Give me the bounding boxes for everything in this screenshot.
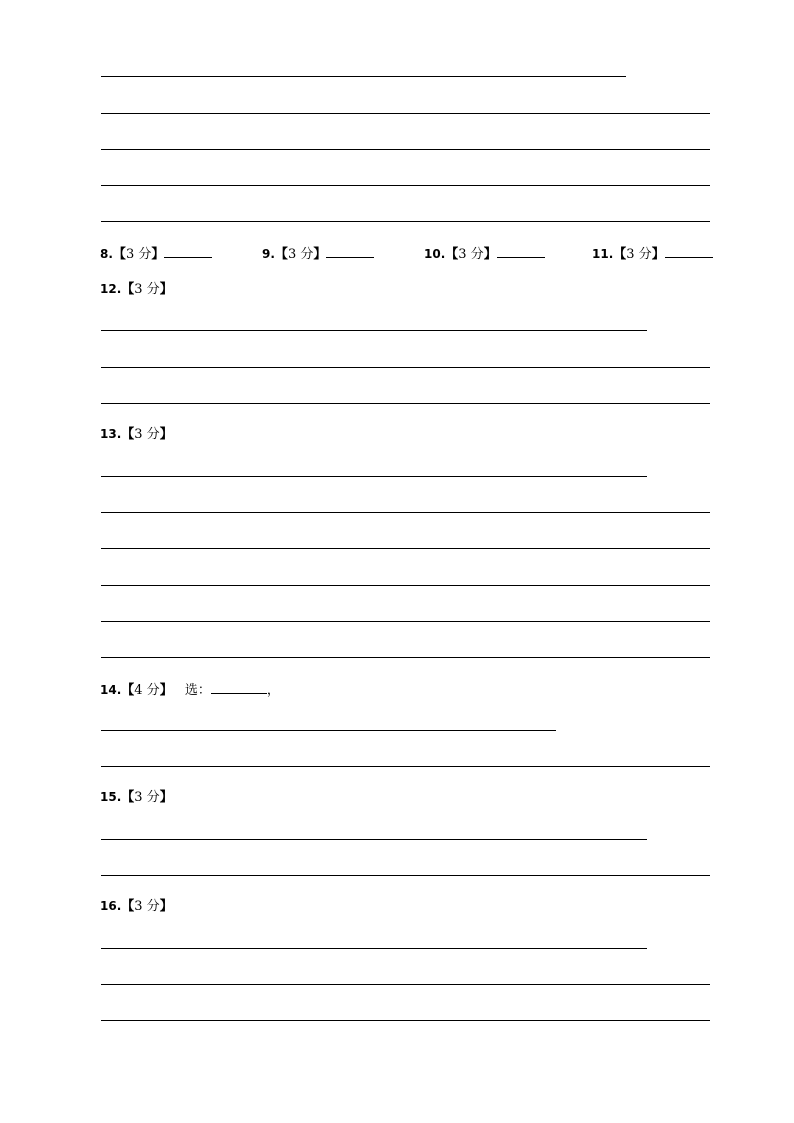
answer-line[interactable]: [101, 512, 710, 513]
answer-line[interactable]: [101, 875, 710, 876]
score-label: 3 分: [125, 247, 152, 262]
answer-line[interactable]: [101, 149, 710, 150]
answer-line[interactable]: [101, 113, 710, 114]
answer-line[interactable]: [101, 221, 710, 222]
question-13: [100, 426, 173, 443]
question-10: [424, 245, 545, 263]
score-bracket-close: 】: [159, 899, 173, 914]
answer-line[interactable]: [101, 585, 710, 586]
question-number: 9.: [262, 247, 275, 261]
score-bracket-close: 】: [651, 247, 665, 262]
score-bracket-open: 【: [121, 899, 135, 914]
question-16: [100, 898, 173, 915]
score-bracket-close: 】: [483, 247, 497, 262]
question-9: [262, 245, 374, 263]
question-number: 8.: [100, 247, 113, 261]
question-number: 14.: [100, 683, 122, 697]
score-label: 3 分: [134, 282, 160, 297]
score-label: 3 分: [287, 247, 314, 262]
score-bracket-close: 】: [151, 247, 165, 262]
score-bracket-open: 【: [112, 247, 126, 262]
question-15: [100, 789, 173, 806]
choose-label: 选：: [184, 683, 211, 698]
question-12: [100, 281, 173, 298]
answer-blank[interactable]: [665, 245, 713, 258]
answer-line[interactable]: [101, 330, 647, 331]
score-label: 3 分: [458, 247, 484, 262]
question-number: 12.: [100, 282, 122, 296]
score-bracket-open: 【: [121, 282, 135, 297]
answer-blank[interactable]: [164, 245, 212, 258]
answer-line[interactable]: [101, 766, 710, 767]
answer-line[interactable]: [101, 403, 710, 404]
score-bracket-close: 】: [159, 427, 173, 442]
answer-line[interactable]: [101, 621, 710, 622]
answer-line[interactable]: [101, 476, 647, 477]
score-label: 3 分: [134, 899, 160, 914]
question-number: 11.: [592, 247, 614, 261]
answer-line[interactable]: [101, 367, 710, 368]
answer-line[interactable]: [101, 948, 647, 949]
answer-blank[interactable]: [497, 245, 545, 258]
answer-line[interactable]: [101, 839, 647, 840]
answer-line[interactable]: [101, 76, 626, 77]
question-number: 10.: [424, 247, 446, 261]
score-bracket-open: 【: [121, 427, 135, 442]
choose-tail: ，: [266, 683, 280, 698]
score-bracket-close: 】: [313, 247, 327, 262]
score-bracket-open: 【: [274, 247, 288, 262]
score-label: 3 分: [134, 790, 160, 805]
score-bracket-open: 【: [613, 247, 627, 262]
score-label: 3 分: [134, 427, 160, 442]
answer-blank[interactable]: [326, 245, 374, 258]
score-bracket-close: 】: [159, 790, 173, 805]
score-bracket-open: 【: [121, 790, 135, 805]
question-11: [592, 245, 713, 263]
choose-blank[interactable]: [211, 681, 267, 694]
score-bracket-close: 】: [159, 683, 173, 698]
answer-line[interactable]: [101, 1020, 710, 1021]
score-bracket-open: 【: [445, 247, 459, 262]
answer-line[interactable]: [101, 984, 710, 985]
answer-line[interactable]: [101, 730, 556, 731]
score-bracket-open: 【: [121, 683, 135, 698]
score-label: 3 分: [626, 247, 652, 262]
question-14: [100, 681, 280, 699]
question-8: [100, 245, 212, 263]
score-bracket-close: 】: [159, 282, 173, 297]
question-number: 13.: [100, 427, 122, 441]
answer-line[interactable]: [101, 185, 710, 186]
answer-line[interactable]: [101, 657, 710, 658]
score-label: 4 分: [134, 683, 160, 698]
answer-line[interactable]: [101, 548, 710, 549]
question-number: 15.: [100, 790, 122, 804]
question-number: 16.: [100, 899, 122, 913]
